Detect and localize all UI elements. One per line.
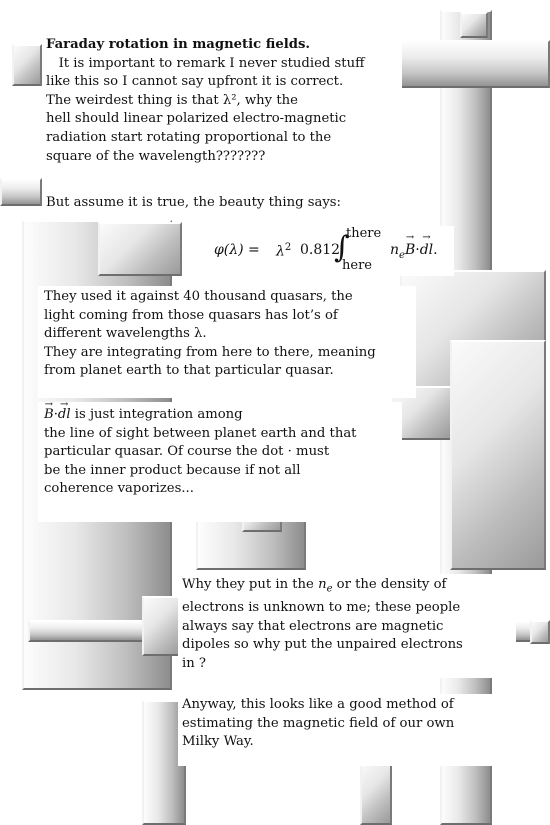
intro-block [42, 34, 402, 178]
bevel-block-top-right [460, 12, 488, 38]
density-line-1: Why they put in the $n_e$ or the density of [182, 577, 447, 595]
vector-dl: → dl [58, 406, 71, 425]
closing-line-1: Anyway, this looks like a good method of [182, 697, 454, 712]
assume-block [42, 192, 380, 220]
bevel-block-formula-left [98, 222, 182, 276]
quasar-line-4: They are integrating from here to there, meaning [44, 344, 376, 360]
formula-coefficient: 0.812 [300, 242, 341, 258]
quasar-line-3: different wavelengths λ. [44, 326, 207, 342]
intro-line-5: radiation start rotating proportional to the [46, 129, 332, 145]
formula-lambda-squared: $\lambda^2$ [276, 242, 292, 260]
quasar-block [38, 286, 416, 398]
bevel-block-lower-right [530, 620, 550, 644]
integral-lower-limit: here [342, 258, 372, 273]
bevel-block-mid-right-3 [450, 340, 546, 570]
intro-line-1: It is important to remark I never studied stuff [46, 55, 365, 71]
bevel-block-top-left [12, 44, 42, 86]
intro-line-6: square of the wavelength??????? [46, 148, 266, 164]
bevel-bar-top-right [400, 40, 550, 88]
bevel-block-lower-left [142, 596, 182, 656]
closing-line-3: Milky Way. [182, 734, 254, 750]
inner-product-line-5: coherence vaporizes... [44, 481, 194, 497]
closing-line-2: estimating the magnetic field of our own [182, 715, 455, 731]
integral-sign: ∫ [334, 230, 350, 265]
quasar-line-1: They used it against 40 thousand quasars, the [44, 289, 353, 304]
vector-B: → B [44, 406, 54, 425]
intro-line-2: like this so I cannot say upfront it is correct. [46, 74, 344, 90]
assume-line: But assume it is true, the beauty thing says: [46, 195, 341, 210]
faraday-formula [206, 226, 454, 276]
density-line-4: dipoles so why put the unpaired electrons [182, 637, 463, 653]
inner-product-line-4: be the inner product because if not all [44, 462, 301, 478]
density-line-5: in ? [182, 656, 206, 672]
intro-line-4: hell should linear polarized electro-magnetic [46, 111, 347, 127]
formula-lhs: φ(λ) = [214, 242, 260, 258]
bevel-bar-left [0, 178, 42, 206]
article-title: Faraday rotation in magnetic fields. [46, 37, 310, 52]
intro-line-3: The weirdest thing is that λ², why the [46, 92, 298, 108]
formula-integrand: $n_e\to B\cdot\to$ dl. [390, 242, 438, 261]
bevel-block-bottom-right [360, 760, 392, 825]
inner-product-line-1: → B·→ dl is just integration among [44, 406, 396, 425]
inner-product-block [38, 402, 402, 522]
inner-product-line-2: the line of sight between planet earth and that [44, 425, 357, 441]
integral-upper-limit: there [346, 226, 382, 241]
quasar-line-2: light coming from those quasars has lot’s of [44, 307, 338, 323]
density-line-3: always say that electrons are magnetic [182, 618, 444, 634]
density-block [178, 574, 516, 678]
density-line-2: electrons is unknown to me; these people [182, 600, 461, 616]
quasar-line-5: from planet earth to that particular quasar. [44, 363, 334, 379]
closing-block [178, 694, 526, 766]
inner-product-line-3: particular quasar. Of course the dot · must [44, 444, 330, 460]
